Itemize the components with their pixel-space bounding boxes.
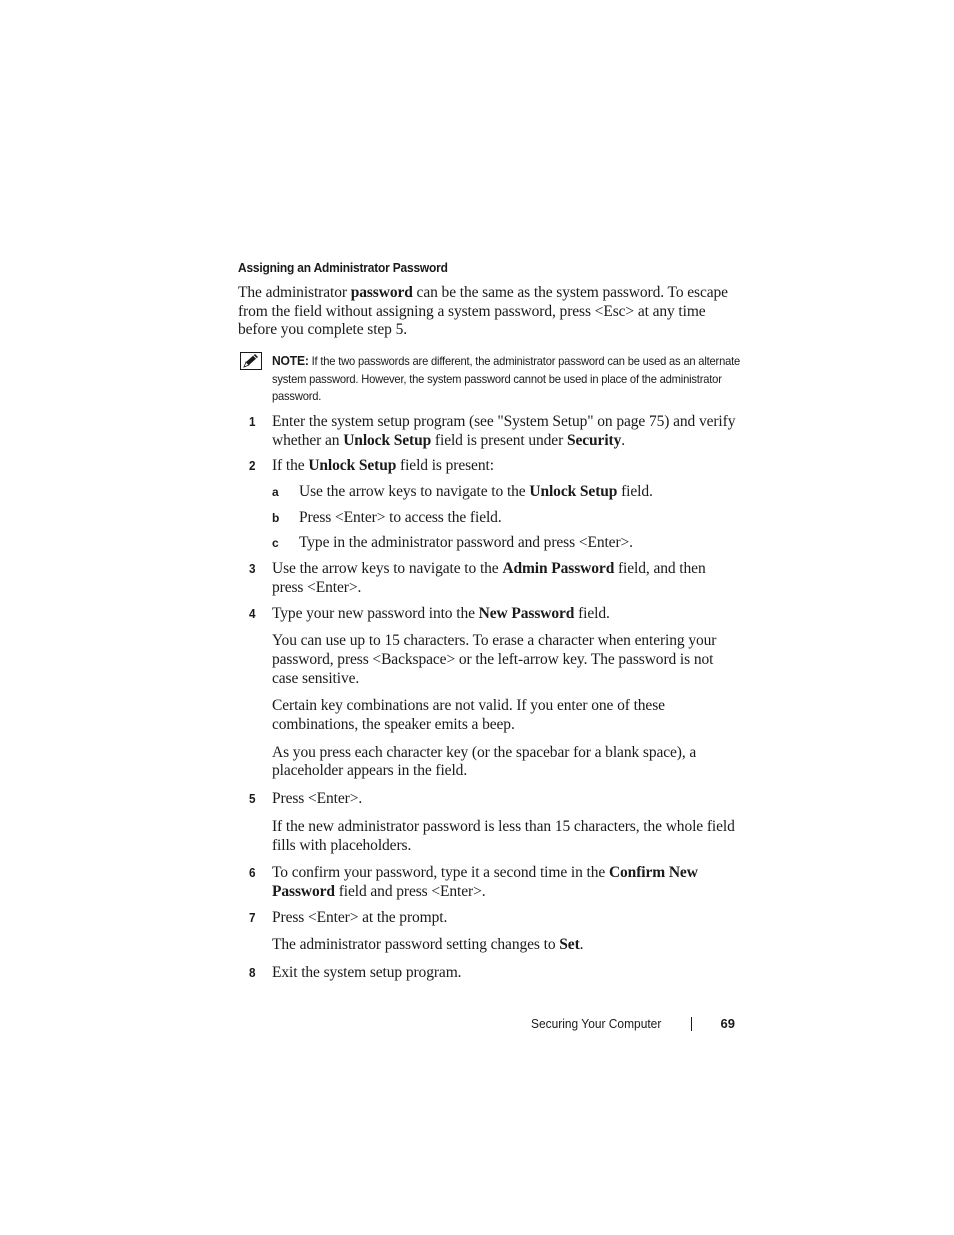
section-heading: Assigning an Administrator Password bbox=[238, 260, 448, 275]
substep-b: b Press <Enter> to access the field. bbox=[272, 508, 502, 526]
step-number: 3 bbox=[249, 561, 256, 577]
note-body: If the two passwords are different, the administrator password can be used as an alternate system password. However, the system password cannot be used in place of the administrator password. bbox=[272, 354, 741, 404]
step-5: 5 Press <Enter>. bbox=[249, 790, 363, 808]
step-number: 5 bbox=[249, 791, 256, 807]
step-2: 2 If the Unlock Setup field is present: bbox=[249, 457, 494, 475]
step-3: 3 Use the arrow keys to navigate to the Admin Password field, and then press <Enter>. bbox=[249, 560, 706, 596]
intro-text: The administrator bbox=[238, 284, 351, 301]
step-number: 2 bbox=[249, 458, 256, 474]
note-label: NOTE: bbox=[272, 353, 309, 369]
intro-bold: password bbox=[350, 284, 413, 301]
pencil-note-icon bbox=[240, 352, 262, 370]
substep-letter: b bbox=[272, 510, 280, 525]
step-7-detail: The administrator password setting changes to Set. bbox=[272, 936, 584, 954]
step-number: 1 bbox=[249, 413, 256, 429]
step-number: 7 bbox=[249, 909, 256, 925]
note-block bbox=[238, 352, 741, 406]
step-4: 4 Type your new password into the New Password field. bbox=[249, 604, 610, 622]
step-6: 6 To confirm your password, type it a second time in the Confirm New Password field and press <Enter>. bbox=[249, 864, 698, 900]
page-number: 69 bbox=[720, 1016, 735, 1031]
substep-c: c Type in the administrator password and press <Enter>. bbox=[272, 534, 633, 552]
step-number: 4 bbox=[249, 605, 256, 621]
page-content bbox=[238, 258, 741, 983]
step-8: 8 Exit the system setup program. bbox=[249, 964, 462, 982]
step-4-detail-1: You can use up to 15 characters. To erase a character when entering your password, press <Backspace> or the left-arrow key. The password is not case sensitive. bbox=[272, 632, 717, 687]
substep-a: a Use the arrow keys to navigate to the Unlock Setup field. bbox=[272, 483, 653, 500]
substep-letter: c bbox=[272, 536, 279, 551]
intro-paragraph bbox=[238, 284, 738, 340]
step-number: 6 bbox=[249, 865, 256, 881]
substep-letter: a bbox=[272, 485, 279, 499]
step-number: 8 bbox=[249, 965, 256, 981]
page-footer bbox=[531, 1014, 735, 1034]
footer-title: Securing Your Computer bbox=[531, 1016, 662, 1031]
note-text bbox=[272, 352, 770, 406]
footer-divider bbox=[691, 1017, 692, 1031]
intro-text: can be the same as the system password. To escape from the field without assigning a system password, press <Esc> at any time before you complete step 5. bbox=[238, 284, 728, 339]
step-1: 1 Enter the system setup program (see "System Setup" on page 75) and verify whether an Unlock Setup field is present under Security. bbox=[249, 412, 736, 449]
step-4-detail-2: Certain key combinations are not valid. If you enter one of these combinations, the speaker emits a beep. bbox=[272, 697, 665, 734]
step-4-detail-3: As you press each character key (or the spacebar for a blank space), a placeholder appears in the field. bbox=[272, 743, 697, 780]
step-7: 7 Press <Enter> at the prompt. bbox=[249, 908, 448, 926]
step-5-detail: If the new administrator password is less than 15 characters, the whole field fills with placeholders. bbox=[272, 817, 735, 854]
